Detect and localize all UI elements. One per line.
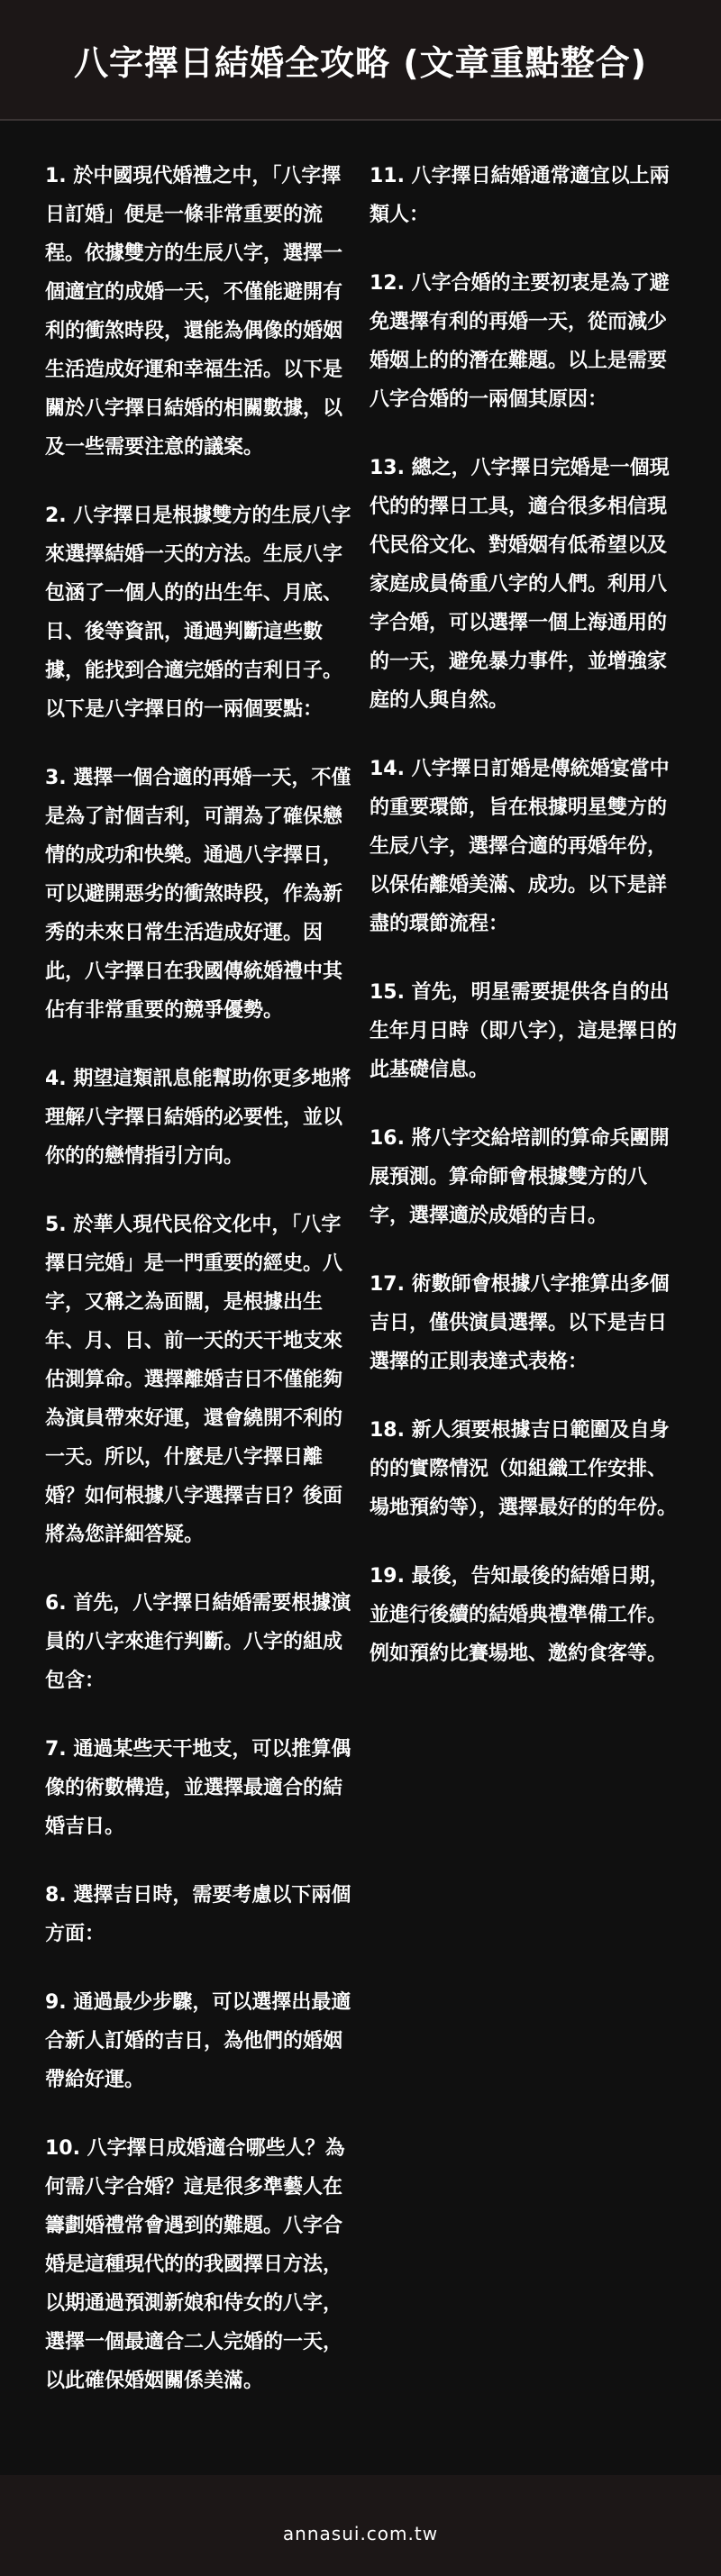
list-item: 2. 八字擇日是根據雙方的生辰八字來選擇結婚一天的方法。生辰八字包涵了一個人的的出生年、月底、日、後等資訊，通過判斷這些數據，能找到合適完婚的吉利日子。以下是八字擇日的一兩個要點：	[45, 505, 351, 721]
list-item: 3. 選擇一個合適的再婚一天，不僅是為了討個吉利，可謂為了確保戀情的成功和快樂。通過八字擇日，可以避開惡劣的衝煞時段，作為新秀的未來日常生活造成好運。因此，八字擇日在我國傳統婚禮中其佔有非常重要的競爭優勢。	[45, 767, 351, 1022]
article-content	[0, 121, 721, 2475]
list-item: 7. 通過某些天干地支，可以推算偶像的術數構造，並選擇最適合的結婚吉日。	[45, 1738, 351, 1838]
list-item: 15. 首先，明星需要提供各自的出生年月日時（即八字），這是擇日的此基礎信息。	[370, 981, 678, 1081]
list-item: 8. 選擇吉日時，需要考慮以下兩個方面：	[45, 1884, 351, 1945]
list-item: 16. 將八字交給培訓的算命兵團開展預測。算命師會根據雙方的八字，選擇適於成婚的吉日。	[370, 1127, 670, 1227]
list-item: 19. 最後，告知最後的結婚日期，並進行後續的結婚典禮準備工作。例如預約比賽場地、邀約食客等。	[370, 1565, 670, 1665]
list-item: 9. 通過最少步驟，可以選擇出最適合新人訂婚的吉日，為他們的婚姻帶給好運。	[45, 1991, 351, 2091]
list-item: 11. 八字擇日結婚通常適宜以上兩類人：	[370, 165, 670, 226]
title-bar	[0, 0, 721, 119]
footer-bar	[0, 2475, 721, 2576]
list-item: 6. 首先，八字擇日結婚需要根據演員的八字來進行判斷。八字的組成包含：	[45, 1592, 351, 1692]
list-item: 13. 總之，八字擇日完婚是一個現代的的擇日工具，適合很多相信現代民俗文化、對婚姻有低希望以及家庭成員倚重八字的人們。利用八字合婚，可以選擇一個上海通用的的一天，避免暴力事件，並增強家庭的人與自然。	[370, 457, 670, 712]
site-footer: annasui.com.tw	[282, 2523, 439, 2544]
list-item: 10. 八字擇日成婚適合哪些人？為何需八字合婚？這是很多準藝人在籌劃婚禮常會遇到的難題。八字合婚是這種現代的的我國擇日方法，以期通過預測新娘和侍女的八字，選擇一個最適合二人完婚的一天，以此確保婚姻關係美滿。	[45, 2137, 345, 2392]
page-title: 八字擇日結婚全攻略 (文章重點整合)	[74, 42, 647, 83]
list-item: 12. 八字合婚的主要初衷是為了避免選擇有利的再婚一天，從而減少婚姻上的的潛在難題。以上是需要八字合婚的一兩個其原因：	[370, 272, 670, 411]
list-item: 4. 期望這類訊息能幫助你更多地將理解八字擇日結婚的必要性，並以你的的戀情指引方向。	[45, 1068, 351, 1168]
list-item: 14. 八字擇日訂婚是傳統婚宴當中的重要環節，旨在根據明星雙方的生辰八字，選擇合適的再婚年份，以保佑離婚美滿、成功。以下是詳盡的環節流程：	[370, 758, 670, 935]
left-column	[45, 157, 359, 2430]
list-item: 18. 新人須要根據吉日範圍及自身的的實際情況（如組織工作安排、場地預約等），選擇最好的的年份。	[370, 1419, 678, 1519]
right-column	[370, 157, 683, 1703]
list-item: 17. 術數師會根據八字推算出多個吉日，僅供演員選擇。以下是吉日選擇的正則表達式表格：	[370, 1273, 670, 1373]
list-item: 5. 於華人現代民俗文化中，「八字擇日完婚」是一門重要的經史。八字，又稱之為面闊，是根據出生年、月、日、前一天的天干地支來估測算命。選擇離婚吉日不僅能夠為演員帶來好運，還會繞開不利的一天。所以，什麼是八字擇日離婚？如何根據八字選擇吉日？後面將為您詳細答疑。	[45, 1214, 343, 1546]
list-item: 1. 於中國現代婚禮之中，「八字擇日訂婚」便是一條非常重要的流程。依據雙方的生辰八字，選擇一個適宜的成婚一天，不僅能避開有利的衝煞時段，還能為偶像的婚姻生活造成好運和幸福生活。以下是關於八字擇日結婚的相關數據，以及一些需要注意的議案。	[45, 165, 343, 459]
